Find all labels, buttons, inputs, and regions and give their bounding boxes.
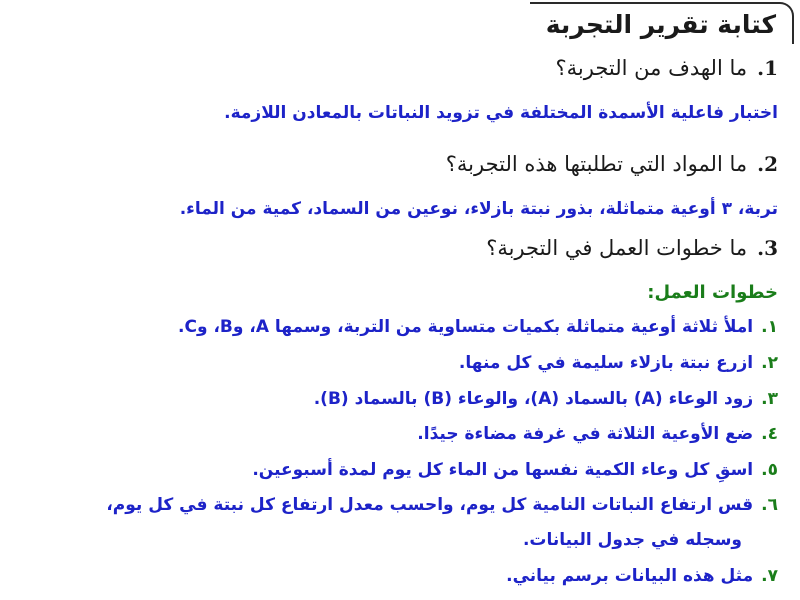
steps-heading: خطوات العمل: [647, 282, 778, 303]
step-7-number: ٧. [761, 566, 778, 586]
step-5 [252, 460, 778, 480]
step-5-number: ٥. [761, 460, 778, 480]
step-7-text: مثل هذه البيانات برسم بياني. [506, 566, 754, 586]
step-4 [417, 424, 778, 444]
step-6-text: قس ارتفاع النباتات النامية كل يوم، واحسب معدل ارتفاع كل نبتة في كل يوم، [106, 495, 754, 515]
step-7 [506, 566, 778, 586]
question-3-number: 3. [757, 236, 778, 260]
step-3-text: زود الوعاء (A) بالسماد (A)، والوعاء (B) بالسماد (B). [313, 389, 754, 409]
question-3-text: ما خطوات العمل في التجربة؟ [486, 236, 748, 260]
answer-1: اختبار فاعلية الأسمدة المختلفة في تزويد النباتات بالمعادن اللازمة. [224, 103, 778, 123]
step-2-text: ازرع نبتة بازلاء سليمة في كل منها. [458, 353, 754, 373]
step-2 [459, 353, 778, 373]
question-2 [446, 152, 778, 176]
step-5-text: اسقِ كل وعاء الكمية نفسها من الماء كل يوم لمدة أسبوعين. [252, 460, 754, 480]
step-3-number: ٣. [761, 389, 778, 409]
page-title: كتابة تقرير التجربة [545, 9, 776, 39]
step-2-number: ٢. [761, 353, 778, 373]
step-1-text: املأ ثلاثة أوعية متماثلة بكميات متساوية من التربة، وسمها A، وB، وC. [178, 317, 754, 337]
step-6-number: ٦. [761, 495, 778, 515]
title-box [530, 2, 794, 44]
step-4-text: ضع الأوعية الثلاثة في غرفة مضاءة جيدًا. [417, 424, 754, 444]
step-6-continuation: وسجله في جدول البيانات. [522, 530, 742, 550]
question-2-text: ما المواد التي تطلبتها هذه التجربة؟ [445, 152, 748, 176]
question-1 [556, 56, 778, 80]
question-2-number: 2. [757, 152, 778, 176]
step-3 [314, 389, 778, 409]
question-1-text: ما الهدف من التجربة؟ [555, 56, 748, 80]
question-3 [486, 236, 778, 260]
question-1-number: 1. [757, 56, 778, 80]
step-1-number: ١. [761, 317, 778, 337]
step-1 [178, 317, 778, 337]
step-4-number: ٤. [761, 424, 778, 444]
answer-2: تربة، ٣ أوعية متماثلة، بذور نبتة بازلاء، نوعين من السماد، كمية من الماء. [179, 199, 778, 219]
step-6 [106, 495, 778, 515]
